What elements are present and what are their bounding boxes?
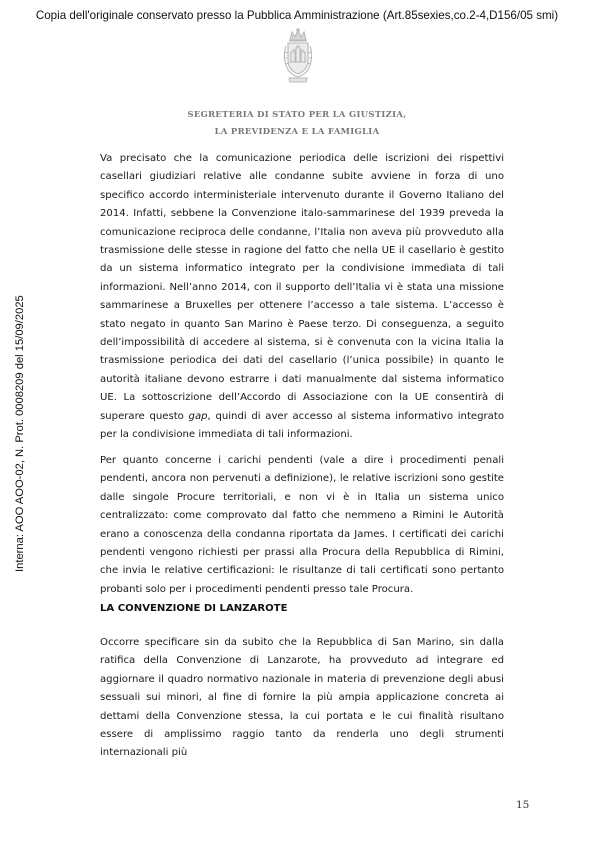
paragraph-carichi-pendenti-text: Per quanto concerne i carichi pendenti (vale a dire i procedimenti penali pendenti, ancora non pervenuti a definizione), le relative iscrizioni sono gestite dalle singole Procure territoriali, e non vi è in Italia un sistema unico centralizzato: come comprovato dal fatto che nemmeno a Rimini le Autorità erano a conoscenza della condanna riportata da James. I certificati dei carichi pendenti vengono richiesti per prassi alla Procura della Repubblica di Rimini, che invia le relative certificazioni: le risultanze di tali certificati sono pertanto probanti solo per i procedimenti pendenti presso tale Procura. bbox=[100, 455, 504, 595]
paragraph-casellario bbox=[100, 150, 504, 445]
san-marino-coat-of-arms-icon bbox=[280, 28, 316, 84]
section-heading: LA CONVENZIONE DI LANZAROTE bbox=[100, 603, 288, 614]
protocol-side-stamp: Interna: AOO AOO-02, N. Prot. 0008209 del 15/09/2025 bbox=[14, 295, 26, 572]
protocol-header-stamp: Copia dell'originale conservato presso la Pubblica Amministrazione (Art.85sexies,co.2-4,D156/05 smi) bbox=[35, 9, 559, 22]
paragraph-lanzarote-text: Occorre specificare sin da subito che la Repubblica di San Marino, sin dalla ratifica della Convenzione di Lanzarote, ha provveduto ad integrare ed aggiornare il quadro normativo nazionale in materia di prevenzione degli abusi sessuali sui minori, al fine di fornire la più ampia applicazione concreta ai dettami della Convenzione stessa, la cui portata e le cui finalità risultano essere di amplissimo raggio tanto da renderla uno degli strumenti internazionali più bbox=[100, 637, 504, 759]
office-title-line-1: SEGRETERIA DI STATO PER LA GIUSTIZIA, bbox=[187, 109, 407, 119]
gap-term: gap bbox=[188, 410, 208, 422]
paragraph-lanzarote bbox=[100, 634, 504, 763]
office-title-line-2: LA PREVIDENZA E LA FAMIGLIA bbox=[214, 126, 380, 136]
paragraph-carichi-pendenti bbox=[100, 452, 504, 599]
page-number: 15 bbox=[516, 799, 530, 811]
paragraph-casellario-text-b: , quindi di aver accesso al sistema informativo integrato per la condivisione immediata di tali informazioni. bbox=[100, 410, 504, 441]
paragraph-casellario-text-a: Va precisato che la comunicazione periodica delle iscrizioni dei rispettivi casellari giudiziari relative alle condanne subite avviene in forza di uno specifico accordo interministeriale intervenuto durante il Governo Italiano del 2014. Infatti, sebbene la Convenzione italo-sammarinese del 1939 preveda la comunicazione reciproca delle condanne, l’Italia non aveva più provveduto alla trasmissione delle stesse in ragione del fatto che nella UE il casellario è gestito da un sistema informatico integrato per la condivisione immediata di tali informazioni. Nell’anno 2014, con il supporto dell’Italia vi è stata una missione sammarinese a Bruxelles per ottenere l’accesso a tale sistema. L’accesso è stato negato in quanto San Marino è Paese terzo. Di conseguenza, a seguito dell’impossibilità di accedere al sistema, si è convenuta con la vicina Italia la trasmissione periodica dei dati del casellario (l’unica possibile) in quanto le autorità italiane devono estrarre i dati manualmente dal sistema informatico UE. La sottoscrizione dell’Accordo di Associazione con la UE consentirà di superare questo bbox=[100, 153, 504, 422]
office-title bbox=[0, 106, 594, 140]
